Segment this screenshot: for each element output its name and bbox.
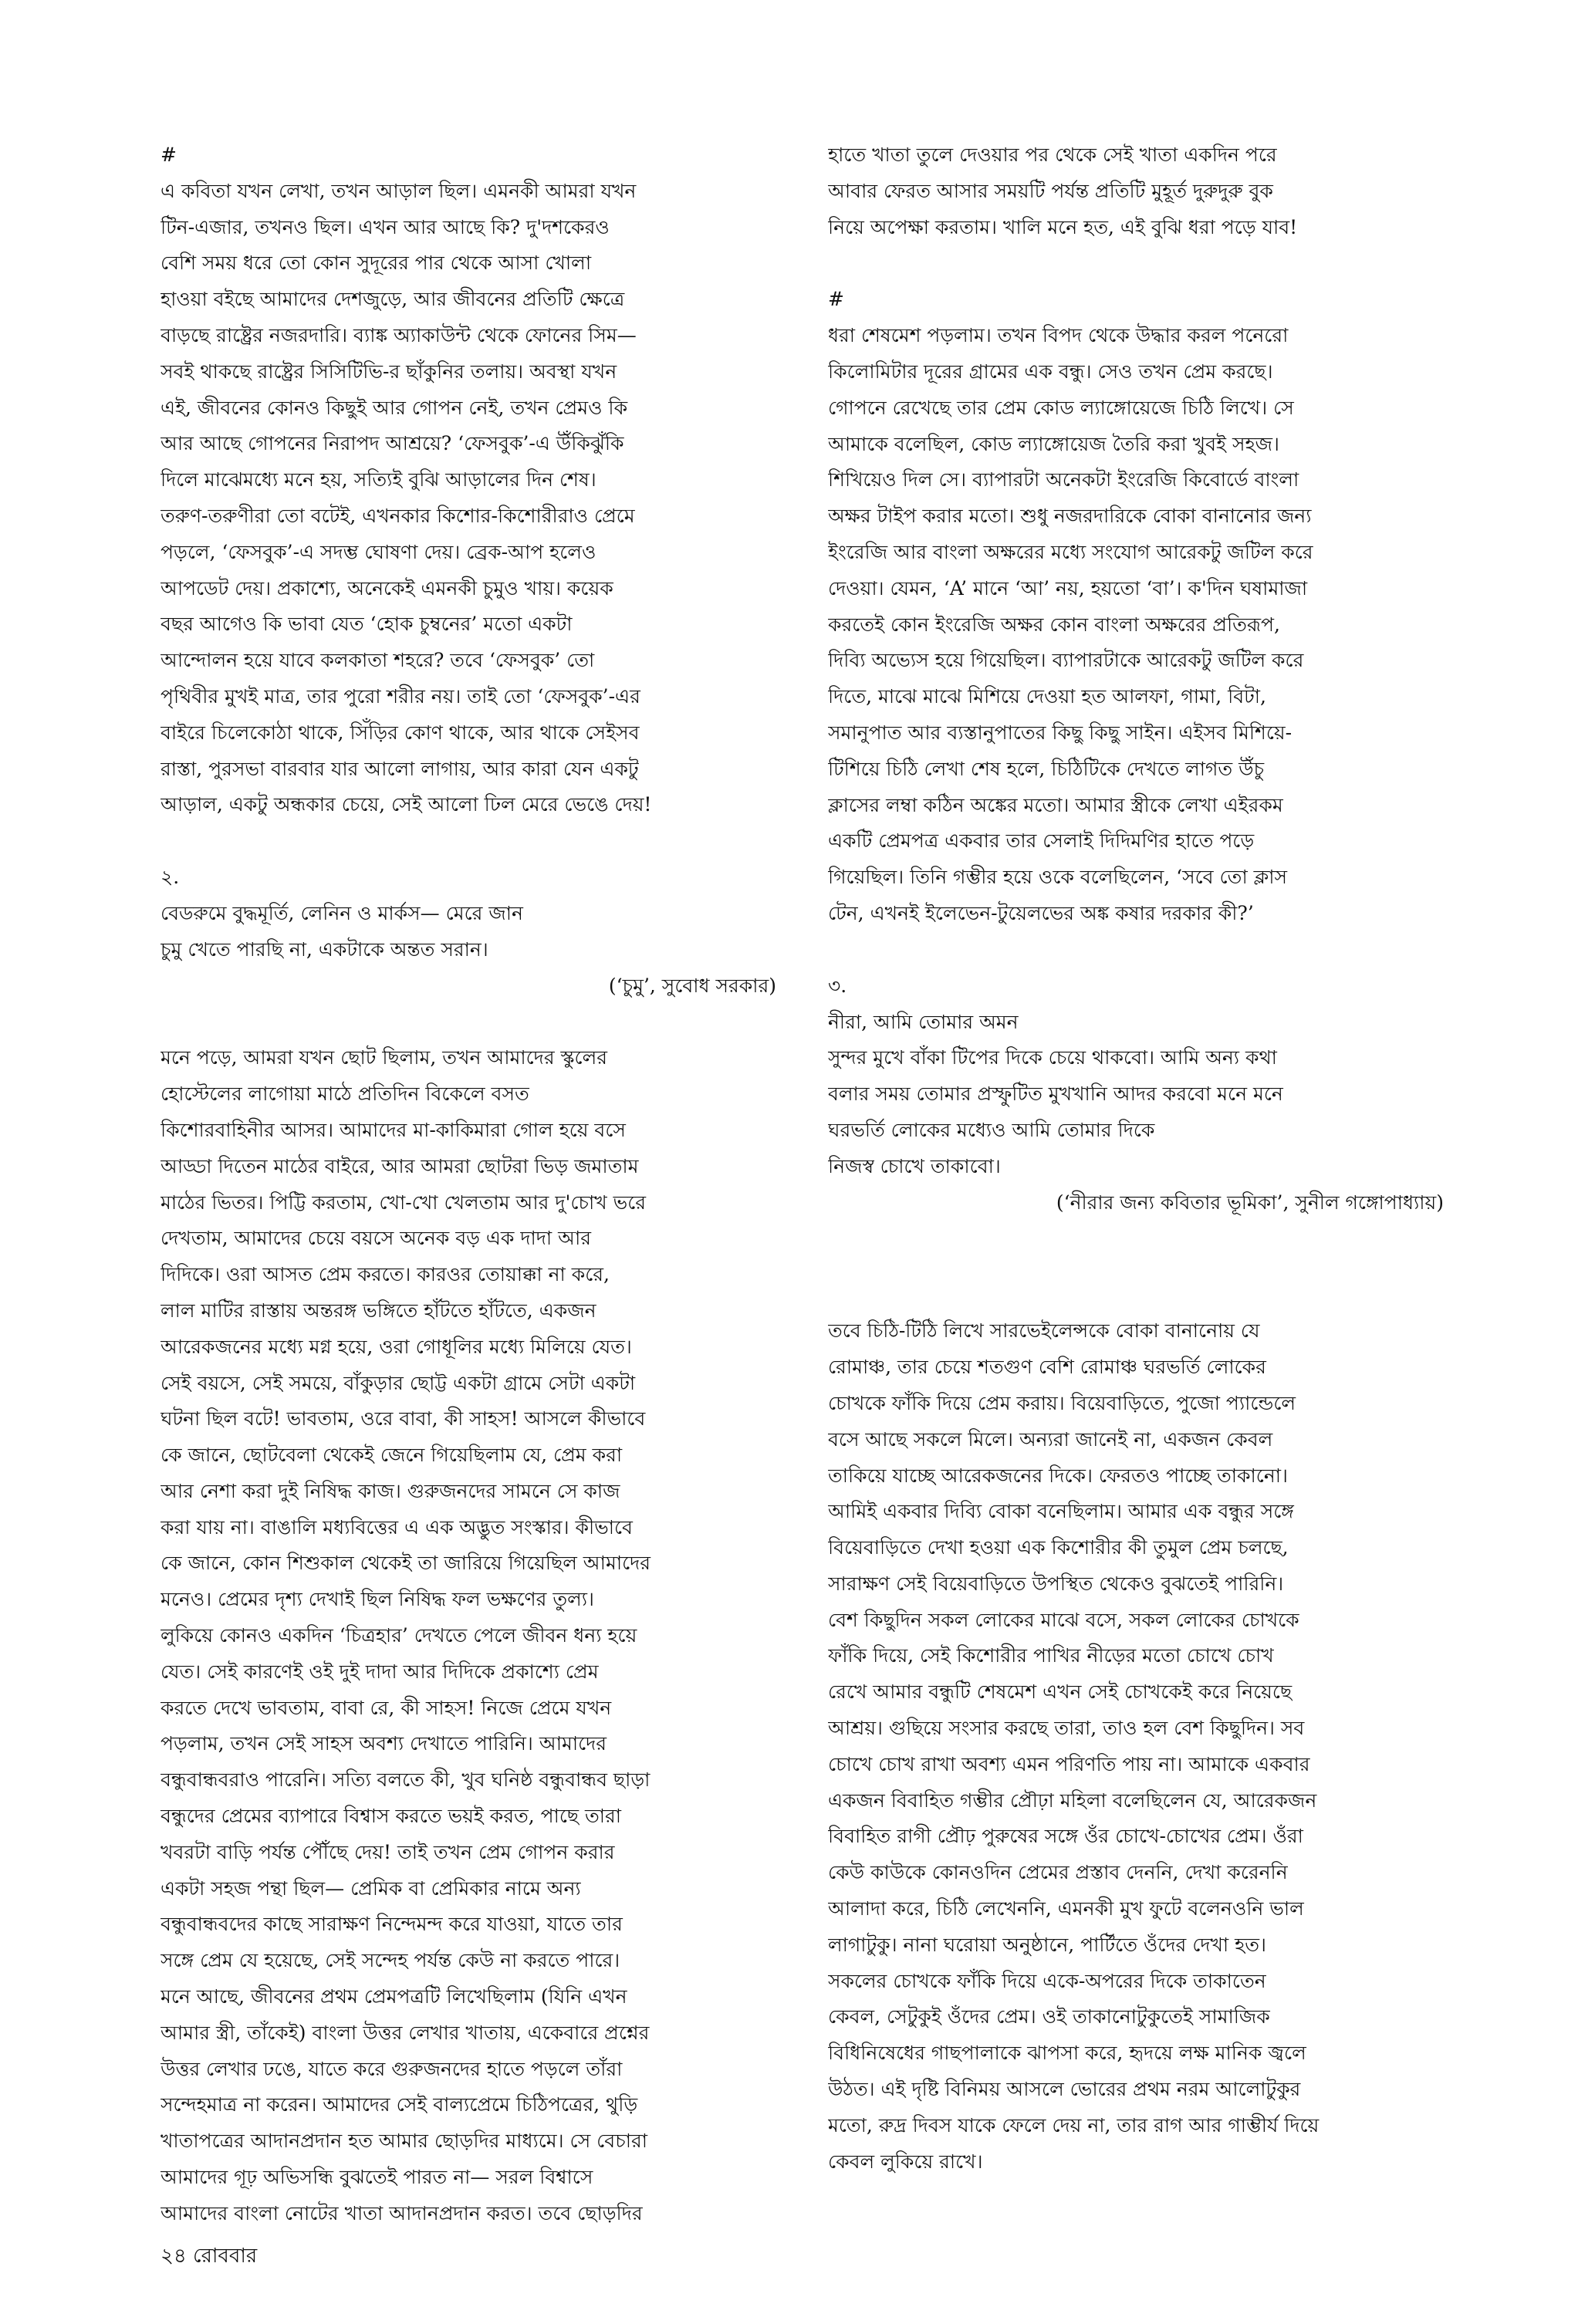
paragraph bbox=[828, 1313, 1444, 2180]
text-line: নীরা, আমি তোমার অমন bbox=[828, 1010, 1019, 1033]
text-line: বন্ধুদের প্রেমের ব্যাপারে বিশ্বাস করতে ভয়ই করত, পাছে তারা bbox=[161, 1805, 622, 1828]
section-code-language bbox=[828, 282, 1444, 931]
text-line: বছর আগেও কি ভাবা যেত ‘হোক চুম্বনের’ মতো একটা bbox=[161, 613, 573, 636]
text-line: কেবল, সেটুকুই ওঁদের প্রেম। ওই তাকানোটুকুতেই সামাজিক bbox=[828, 2005, 1270, 2028]
text-line: মাঠের ভিতর। পিট্টি করতাম, খো-খো খেলতাম আর দু'চোখ ভরে bbox=[161, 1191, 647, 1214]
section-memory bbox=[161, 1040, 776, 2231]
section-marker: # bbox=[161, 144, 177, 166]
text-line: কিশোরবাহিনীর আসর। আমাদের মা-কাকিমারা গোল হয়ে বসে bbox=[161, 1118, 626, 1141]
text-line: মনে পড়ে, আমরা যখন ছোট ছিলাম, তখন আমাদের স্কুলের bbox=[161, 1046, 607, 1069]
text-line: লুকিয়ে কোনও একদিন ‘চিত্রহার’ দেখতে পেলে জীবন ধন্য হয়ে bbox=[161, 1624, 637, 1647]
section-3 bbox=[828, 968, 1444, 1221]
text-line: শিখিয়েও দিল সে। ব্যাপারটা অনেকটা ইংরেজি কিবোর্ডে বাংলা bbox=[828, 468, 1299, 491]
text-line: লাল মাটির রাস্তায় অন্তরঙ্গ ভঙ্গিতে হাঁটতে হাঁটতে, একজন bbox=[161, 1299, 596, 1322]
quote-attribution: (‘নীরার জন্য কবিতার ভূমিকা’, সুনীল গঙ্গোপাধ্যায়) bbox=[1056, 1191, 1444, 1214]
text-line: সঙ্গে প্রেম যে হয়েছে, সেই সন্দেহ পর্যন্ত কেউ না করতে পারে। bbox=[161, 1949, 620, 1972]
text-line: বিবাহিত রাগী প্রৌঢ় পুরুষের সঙ্গে ওঁর চোখে-চোখের প্রেম। ওঁরা bbox=[828, 1825, 1303, 1848]
text-line: পড়লাম, তখন সেই সাহস অবশ্য দেখাতে পারিনি। আমাদের bbox=[161, 1732, 607, 1755]
text-line: আমিই একবার দিব্যি বোকা বনেছিলাম। আমার এক বন্ধুর সঙ্গে bbox=[828, 1500, 1294, 1523]
text-line: সারাক্ষণ সেই বিয়েবাড়িতে উপস্থিত থেকেও বুঝতেই পারিনি। bbox=[828, 1572, 1284, 1595]
text-line: গোপনে রেখেছে তার প্রেম কোড ল্যাঙ্গোয়েজে চিঠি লিখে। সে bbox=[828, 396, 1294, 419]
text-line: আরেকজনের মধ্যে মগ্ন হয়ে, ওরা গোধূলির মধ্যে মিলিয়ে যেত। bbox=[161, 1335, 632, 1358]
text-line: আশ্রয়। গুছিয়ে সংসার করছে তারা, তাও হল বেশ কিছুদিন। সব bbox=[828, 1717, 1305, 1740]
text-line: দেওয়া। যেমন, ‘A’ মানে ‘আ’ নয়, হয়তো ‘বা’। ক'দিন ঘষামাজা bbox=[828, 576, 1308, 600]
text-line: দিতে, মাঝে মাঝে মিশিয়ে দেওয়া হত আলফা, গামা, বিটা, bbox=[828, 685, 1266, 708]
text-line: বেশি সময় ধরে তো কোন সুদূরের পার থেকে আসা খোলা bbox=[161, 252, 592, 275]
text-line: তরুণ-তরুণীরা তো বটেই, এখনকার কিশোর-কিশোরীরাও প্রেমে bbox=[161, 504, 635, 527]
text-line: টেন, এখনই ইলেভেন-টুয়েলভের অঙ্ক কষার দরকার কী?’ bbox=[828, 901, 1254, 924]
text-line: বেডরুমে বুদ্ধমূর্তি, লেনিন ও মার্কস— মেরে জান bbox=[161, 901, 523, 924]
text-line: খাতাপত্রের আদানপ্রদান হত আমার ছোড়দির মাধ্যমে। সে বেচারা bbox=[161, 2130, 647, 2153]
text-line: বিয়েবাড়িতে দেখা হওয়া এক কিশোরীর কী তুমুল প্রেম চলছে, bbox=[828, 1536, 1289, 1559]
section-eye-contact bbox=[828, 1313, 1444, 2180]
text-line: দিদিকে। ওরা আসত প্রেম করতে। কারওর তোয়াক্কা না করে, bbox=[161, 1263, 610, 1286]
text-line: উত্তর লেখার ঢঙে, যাতে করে গুরুজনদের হাতে পড়লে তাঁরা bbox=[161, 2057, 623, 2080]
text-line: আমাদের গূঢ় অভিসন্ধি বুঝতেই পারত না— সরল বিশ্বাসে bbox=[161, 2166, 593, 2189]
right-column bbox=[828, 137, 1444, 2180]
text-line: উঠত। এই দৃষ্টি বিনিময় আসলে ভোরের প্রথম নরম আলোটুকুর bbox=[828, 2078, 1301, 2101]
poem-quote bbox=[828, 1005, 1444, 1185]
text-line: কেউ কাউকে কোনওদিন প্রেমের প্রস্তাব দেননি, দেখা করেননি bbox=[828, 1861, 1288, 1884]
text-line: সবই থাকছে রাষ্ট্রের সিসিটিভি-র ছাঁকুনির তলায়। অবস্থা যখন bbox=[161, 360, 617, 383]
left-column bbox=[161, 137, 776, 2232]
text-line: ইংরেজি আর বাংলা অক্ষরের মধ্যে সংযোগ আরেকটু জটিল করে bbox=[828, 540, 1313, 563]
text-line: সন্দেহমাত্র না করেন। আমাদের সেই বাল্যপ্রেমে চিঠিপত্রের, থুড়ি bbox=[161, 2093, 638, 2116]
text-line: সেই বয়সে, সেই সময়ে, বাঁকুড়ার ছোট্ট একটা গ্রামে সেটা একটা bbox=[161, 1371, 636, 1394]
text-line: রেখে আমার বন্ধুটি শেষমেশ এখন সেই চোখকেই করে নিয়েছে bbox=[828, 1681, 1293, 1704]
section-intro bbox=[161, 137, 776, 823]
text-line: দিব্যি অভ্যেস হয়ে গিয়েছিল। ব্যাপারটাকে আরেকটু জটিল করে bbox=[828, 649, 1304, 672]
section-number: ৩. bbox=[828, 974, 847, 997]
text-line: সমানুপাত আর ব্যস্তানুপাতের কিছু কিছু সাইন। এইসব মিশিয়ে- bbox=[828, 721, 1293, 744]
paragraph bbox=[161, 1040, 776, 2231]
text-line: খবরটা বাড়ি পর্যন্ত পৌঁছে দেয়! তাই তখন প্রেম গোপন করার bbox=[161, 1840, 615, 1863]
text-line: যেত। সেই কারণেই ওই দুই দাদা আর দিদিকে প্রকাশ্যে প্রেম bbox=[161, 1660, 599, 1683]
text-line: আমার স্ত্রী, তাঁকেই) বাংলা উত্তর লেখার খাতায়, একেবারে প্রশ্নের bbox=[161, 2021, 650, 2044]
text-line: অক্ষর টাইপ করার মতো। শুধু নজরদারিকে বোকা বানানোর জন্য bbox=[828, 505, 1312, 528]
text-line: মনে আছে, জীবনের প্রথম প্রেমপত্রটি লিখেছিলাম (যিনি এখন bbox=[161, 1985, 627, 2008]
text-line: কিলোমিটার দূরের গ্রামের এক বন্ধু। সেও তখন প্রেম করছে। bbox=[828, 360, 1273, 383]
text-line: বিধিনিষেধের গাছপালাকে ঝাপসা করে, হৃদয়ে লক্ষ মানিক জ্বলে bbox=[828, 2042, 1306, 2065]
text-line: এ কবিতা যখন লেখা, তখন আড়াল ছিল। এমনকী আমরা যখন bbox=[161, 179, 637, 202]
page-folio: ২৪ রোববার bbox=[161, 2245, 258, 2268]
text-line: হোস্টেলের লাগোয়া মাঠে প্রতিদিন বিকেলে বসত bbox=[161, 1083, 529, 1106]
text-line: আমাকে বলেছিল, কোড ল্যাঙ্গোয়েজ তৈরি করা খুবই সহজ। bbox=[828, 432, 1279, 455]
section-number: ২. bbox=[161, 866, 180, 889]
quote-attribution: (‘চুমু’, সুবোধ সরকার) bbox=[608, 974, 776, 997]
paragraph bbox=[161, 174, 776, 823]
text-line: আড়াল, একটু অন্ধকার চেয়ে, সেই আলো ঢিল মেরে ভেঙে দেয়! bbox=[161, 793, 652, 816]
text-line: কে জানে, কোন শিশুকাল থেকেই তা জারিয়ে গিয়েছিল আমাদের bbox=[161, 1552, 651, 1575]
text-line: বাইরে চিলেকোঠা থাকে, সিঁড়ির কোণ থাকে, আর থাকে সেইসব bbox=[161, 721, 640, 744]
text-line: হাতে খাতা তুলে দেওয়ার পর থেকে সেই খাতা একদিন পরে bbox=[828, 144, 1277, 166]
poem-quote bbox=[161, 896, 776, 968]
text-line: ঘরভর্তি লোকের মধ্যেও আমি তোমার দিকে bbox=[828, 1118, 1155, 1141]
text-line: বন্ধুবান্ধবদের কাছে সারাক্ষণ নিন্দেমন্দ করে যাওয়া, যাতে তার bbox=[161, 1913, 623, 1936]
text-line: রোমাঞ্চ, তার চেয়ে শতগুণ বেশি রোমাঞ্চ ঘরভর্তি লোকের bbox=[828, 1356, 1266, 1379]
text-line: হাওয়া বইছে আমাদের দেশজুড়ে, আর জীবনের প্রতিটি ক্ষেত্রে bbox=[161, 288, 625, 311]
text-line: মনেও। প্রেমের দৃশ্য দেখাই ছিল নিষিদ্ধ ফল ভক্ষণের তুল্য। bbox=[161, 1588, 594, 1611]
text-line: বাড়ছে রাষ্ট্রের নজরদারি। ব্যাঙ্ক অ্যাকাউন্ট থেকে ফোনের সিম— bbox=[161, 323, 637, 346]
text-line: আর আছে গোপনের নিরাপদ আশ্রয়ে? ‘ফেসবুক’-এ উঁকিঝুঁকি bbox=[161, 432, 624, 455]
text-line: নিয়ে অপেক্ষা করতাম। খালি মনে হত, এই বুঝি ধরা পড়ে যাব! bbox=[828, 215, 1298, 238]
text-line: একটি প্রেমপত্র একবার তার সেলাই দিদিমণির হাতে পড়ে bbox=[828, 829, 1255, 853]
text-line: তাকিয়ে যাচ্ছে আরেকজনের দিকে। ফেরতও পাচ্ছে তাকানো। bbox=[828, 1464, 1288, 1487]
text-line: রাস্তা, পুরসভা বারবার যার আলো লাগায়, আর কারা যেন একটু bbox=[161, 757, 639, 780]
text-line: কেবল লুকিয়ে রাখে। bbox=[828, 2150, 983, 2173]
text-line: আপডেট দেয়। প্রকাশ্যে, অনেকেই এমনকী চুমুও খায়। কয়েক bbox=[161, 576, 613, 600]
text-line: টিন-এজার, তখনও ছিল। এখন আর আছে কি? দু'দশকেরও bbox=[161, 215, 610, 238]
text-line: বন্ধুবান্ধবরাও পারেনি। সত্যি বলতে কী, খুব ঘনিষ্ঠ বন্ধুবান্ধব ছাড়া bbox=[161, 1768, 651, 1792]
text-line: পৃথিবীর মুখই মাত্র, তার পুরো শরীর নয়। তাই তো ‘ফেসবুক’-এর bbox=[161, 684, 640, 708]
text-line: তবে চিঠি-টিঠি লিখে সারভেইলেন্সকে বোকা বানানোয় যে bbox=[828, 1319, 1260, 1343]
text-line: করতেই কোন ইংরেজি অক্ষর কোন বাংলা অক্ষরের প্রতিরূপ, bbox=[828, 613, 1280, 636]
text-line: কে জানে, ছোটবেলা থেকেই জেনে গিয়েছিলাম যে, প্রেম করা bbox=[161, 1444, 623, 1467]
text-line: একজন বিবাহিত গম্ভীর প্রৌঢ়া মহিলা বলেছিলেন যে, আরেকজন bbox=[828, 1789, 1317, 1812]
text-line: ঘটনা ছিল বটে! ভাবতাম, ওরে বাবা, কী সাহস! আসলে কীভাবে bbox=[161, 1407, 646, 1431]
text-line: আর নেশা করা দুই নিষিদ্ধ কাজ। গুরুজনদের সামনে সে কাজ bbox=[161, 1479, 620, 1502]
paragraph bbox=[828, 318, 1444, 932]
text-line: লাগাটুকু। নানা ঘরোয়া অনুষ্ঠানে, পার্টিতে ওঁদের দেখা হত। bbox=[828, 1933, 1266, 1956]
section-2 bbox=[161, 860, 776, 1004]
section-continued bbox=[828, 137, 1444, 245]
text-line: পড়লে, ‘ফেসবুক’-এ সদম্ভ ঘোষণা দেয়। ব্রেক-আপ হলেও bbox=[161, 540, 596, 563]
text-line: আবার ফেরত আসার সময়টি পর্যন্ত প্রতিটি মুহূর্ত দুরুদুরু বুক bbox=[828, 179, 1273, 202]
text-line: ফাঁকি দিয়ে, সেই কিশোরীর পাখির নীড়ের মতো চোখে চোখ bbox=[828, 1644, 1274, 1667]
text-line: চোখকে ফাঁকি দিয়ে প্রেম করায়। বিয়েবাড়িতে, পুজো প্যান্ডেলে bbox=[828, 1391, 1296, 1414]
text-line: দিলে মাঝেমধ্যে মনে হয়, সত্যিই বুঝি আড়ালের দিন শেষ। bbox=[161, 468, 596, 491]
text-line: ক্লাসের লম্বা কঠিন অঙ্কের মতো। আমার স্ত্রীকে লেখা এইরকম bbox=[828, 793, 1283, 816]
text-line: করা যায় না। বাঙালি মধ্যবিত্তের এ এক অদ্ভুত সংস্কার। কীভাবে bbox=[161, 1515, 633, 1539]
text-line: গিয়েছিল। তিনি গম্ভীর হয়ে ওকে বলেছিলেন, ‘সবে তো ক্লাস bbox=[828, 866, 1287, 889]
text-line: চোখে চোখ রাখা অবশ্য এমন পরিণতি পায় না। আমাকে একবার bbox=[828, 1752, 1310, 1775]
text-line: একটা সহজ পন্থা ছিল— প্রেমিক বা প্রেমিকার নামে অন্য bbox=[161, 1876, 581, 1900]
text-line: করতে দেখে ভাবতাম, বাবা রে, কী সাহস! নিজে প্রেমে যখন bbox=[161, 1696, 612, 1719]
section-marker: # bbox=[828, 288, 844, 311]
text-line: বসে আছে সকলে মিলে। অন্যরা জানেই না, একজন কেবল bbox=[828, 1427, 1273, 1451]
text-line: চুমু খেতে পারছি না, একটাকে অন্তত সরান। bbox=[161, 937, 488, 961]
text-line: ধরা শেষমেশ পড়লাম। তখন বিপদ থেকে উদ্ধার করল পনেরো bbox=[828, 324, 1289, 347]
text-line: বলার সময় তোমার প্রস্ফুটিত মুখখানি আদর করবো মনে মনে bbox=[828, 1083, 1283, 1106]
text-line: সকলের চোখকে ফাঁকি দিয়ে একে-অপরের দিকে তাকাতেন bbox=[828, 1969, 1266, 1992]
text-line: আমাদের বাংলা নোটের খাতা আদানপ্রদান করত। তবে ছোড়দির bbox=[161, 2201, 643, 2224]
paragraph bbox=[828, 137, 1444, 245]
text-line: সুন্দর মুখে বাঁকা টিপের দিকে চেয়ে থাকবো। আমি অন্য কথা bbox=[828, 1046, 1277, 1069]
text-line: এই, জীবনের কোনও কিছুই আর গোপন নেই, তখন প্রেমও কি bbox=[161, 396, 628, 419]
text-line: আড্ডা দিতেন মাঠের বাইরে, আর আমরা ছোটরা ভিড় জমাতাম bbox=[161, 1154, 639, 1177]
text-line: আন্দোলন হয়ে যাবে কলকাতা শহরে? তবে ‘ফেসবুক’ তো bbox=[161, 649, 595, 672]
text-line: বেশ কিছুদিন সকল লোকের মাঝে বসে, সকল লোকের চোখকে bbox=[828, 1608, 1299, 1631]
text-line: দেখতাম, আমাদের চেয়ে বয়সে অনেক বড় এক দাদা আর bbox=[161, 1227, 591, 1250]
text-line: আলাদা করে, চিঠি লেখেননি, এমনকী মুখ ফুটে বলেনওনি ভাল bbox=[828, 1897, 1304, 1920]
text-line: মতো, রুদ্র দিবস যাকে ফেলে দেয় না, তার রাগ আর গাম্ভীর্য দিয়ে bbox=[828, 2113, 1320, 2137]
text-line: নিজস্ব চোখে তাকাবো। bbox=[828, 1154, 1001, 1177]
text-line: টিশিয়ে চিঠি লেখা শেষ হলে, চিঠিটিকে দেখতে লাগত উঁচু bbox=[828, 757, 1265, 780]
